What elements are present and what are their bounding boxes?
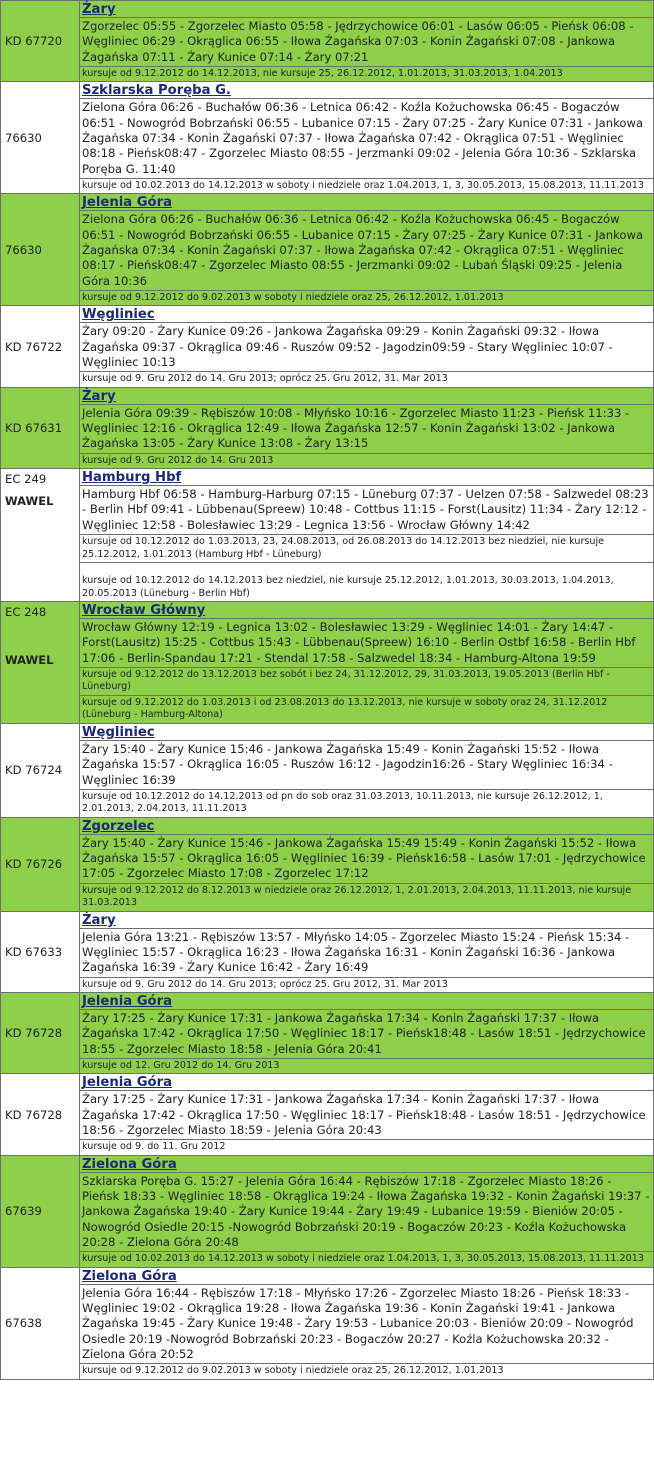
destination[interactable]: Jelenia Góra bbox=[80, 194, 653, 211]
train-number: 76630 bbox=[1, 82, 80, 194]
schedule-note: kursuje od 9.12.2012 do 9.02.2013 w soboty i niedziele oraz 25, 26.12.2012, 1.01.2013 bbox=[82, 1365, 504, 1377]
schedule-note: kursuje od 10.02.2013 do 14.12.2013 w soboty i niedziele oraz 1.04.2013, 1, 3, 30.05.2013, 15.08.2013, 11.11.2013 bbox=[82, 179, 644, 191]
train-info bbox=[80, 306, 654, 387]
route-stops: Żary 17:25 - Żary Kunice 17:31 - Jankowa Żagańska 17:34 - Konin Żagański 17:37 - Iłowa Żagańska 17:42 - Okrąglica 17:50 - Węgliniec 18:17 - Pieńsk18:48 - Lasów 18:51 - Jędrzychowice 18:55 - Zgorzelec Miasto 18:58 - Jelenia Góra 20:41 bbox=[80, 1010, 653, 1059]
train-info bbox=[80, 82, 654, 194]
train-number bbox=[1, 602, 80, 724]
schedule-note: kursuje od 9. do 11. Gru 2012 bbox=[82, 1141, 226, 1153]
route-stops: Zgorzelec 05:55 - Zgorzelec Miasto 05:58 - Jędrzychowice 06:01 - Lasów 06:05 - Pieńsk 06:08 - Węgliniec 06:29 - Okrąglica 06:55 - Iłowa Żagańska 07:03 - Konin Żagański 07:08 - Jankowa Żagańska 07:11 - Żary Kunice 07:14 - Żary 07:21 bbox=[80, 18, 653, 67]
train-info bbox=[80, 1, 654, 82]
train-row bbox=[1, 911, 654, 992]
train-row bbox=[1, 1155, 654, 1267]
destination[interactable]: Żary bbox=[80, 912, 653, 929]
schedule-note: kursuje od 9.12.2012 do 1.03.2013 i od 23.08.2013 do 13.12.2013, nie kursuje w soboty oraz 24, 31.12.2012 (Lüneburg - Hamburg-Altona) bbox=[80, 695, 653, 723]
route-stops: Żary 15:40 - Żary Kunice 15:46 - Jankowa Żagańska 15:49 - Konin Żagański 15:52 - Iłowa Żagańska 15:57 - Okrąglica 16:05 - Ruszów 16:12 - Jagodzin16:26 - Stary Węgliniec 16:34 - Węgliniec 16:39 bbox=[80, 741, 653, 790]
train-info bbox=[80, 469, 654, 602]
train-info bbox=[80, 387, 654, 468]
destination[interactable]: Zielona Góra bbox=[80, 1268, 653, 1285]
train-row bbox=[1, 82, 654, 194]
route-stops: Zielona Góra 06:26 - Buchałów 06:36 - Letnica 06:42 - Koźla Kożuchowska 06:45 - Bogaczów 06:51 - Nowogród Bobrzański 06:55 - Lubanice 07:15 - Żary 07:25 - Żary Kunice 07:31 - Jankowa Żagańska 07:34 - Konin Żagański 07:37 - Iłowa Żagańska 07:42 - Okrąglica 07:51 - Węgliniec 08:18 - Pieńsk08:47 - Zgorzelec Miasto 08:55 - Jerzmanki 09:02 - Jelenia Góra 10:36 - Szklarska Poręba G. 11:40 bbox=[80, 99, 653, 178]
destination[interactable]: Hamburg Hbf bbox=[80, 469, 653, 486]
train-row bbox=[1, 817, 654, 911]
route-stops: Żary 09:20 - Żary Kunice 09:26 - Jankowa Żagańska 09:29 - Konin Żagański 09:32 - Iłowa Żagańska 09:37 - Okrąglica 09:46 - Ruszów 09:52 - Jagodzin09:59 - Stary Węgliniec 10:07 - Węgliniec 10:13 bbox=[80, 323, 653, 372]
route-stops: Szklarska Poręba G. 15:27 - Jelenia Góra 16:44 - Rębiszów 17:18 - Zgorzelec Miasto 18:26 - Pieńsk 18:33 - Węgliniec 18:58 - Okrąglica 19:24 - Iłowa Żagańska 19:32 - Konin Żagański 19:37 - Jankowa Żagańska 19:40 - Żary Kunice 19:44 - Żary 19:49 - Lubanice 19:59 - Bieniów 20:05 - Nowogród Osiedle 20:15 -Nowogród Bobrzański 20:19 - Bogaczów 20:23 - Koźla Kożuchowska 20:28 - Zielona Góra 20:48 bbox=[80, 1173, 653, 1252]
train-number-code: EC 248 bbox=[5, 605, 47, 620]
train-info bbox=[80, 993, 654, 1074]
train-row bbox=[1, 723, 654, 817]
destination[interactable]: Zgorzelec bbox=[80, 818, 653, 835]
train-number: KD 67720 bbox=[1, 1, 80, 82]
train-row bbox=[1, 1267, 654, 1379]
train-info bbox=[80, 1155, 654, 1267]
schedule-note: kursuje od 10.02.2013 do 14.12.2013 w soboty i niedziele oraz 1.04.2013, 1, 3, 30.05.2013, 15.08.2013, 11.11.2013 bbox=[82, 1253, 644, 1265]
train-info bbox=[80, 194, 654, 306]
train-name: WAWEL bbox=[5, 653, 54, 668]
train-number: KD 76728 bbox=[1, 993, 80, 1074]
destination[interactable]: Węgliniec bbox=[80, 306, 653, 323]
route-stops: Żary 15:40 - Żary Kunice 15:46 - Jankowa Żagańska 15:49 15:49 - Konin Żagański 15:52 - Iłowa Żagańska 15:57 - Okrąglica 16:05 - Węgliniec 16:39 - Pieńsk16:58 - Lasów 17:01 - Jędrzychowice 17:05 - Zgorzelec Miasto 17:08 - Zgorzelec 17:12 bbox=[80, 835, 653, 884]
schedule-note: kursuje od 9.12.2012 do 9.02.2013 w soboty i niedziele oraz 25, 26.12.2012, 1.01.2013 bbox=[82, 291, 504, 303]
schedule-note: kursuje od 12. Gru 2012 do 14. Gru 2013 bbox=[82, 1059, 280, 1071]
route-stops: Żary 17:25 - Żary Kunice 17:31 - Jankowa Żagańska 17:34 - Konin Żagański 17:37 - Iłowa Żagańska 17:42 - Okrąglica 17:50 - Węgliniec 18:17 - Pieńsk18:48 - Lasów 18:51 - Jędrzychowice 18:56 - Zgorzelec Miasto 18:59 - Jelenia Góra 20:43 bbox=[80, 1091, 653, 1140]
train-number bbox=[1, 469, 80, 602]
destination[interactable]: Zielona Góra bbox=[80, 1156, 653, 1173]
destination[interactable]: Żary bbox=[80, 1, 653, 18]
destination[interactable]: Wrocław Główny bbox=[80, 602, 653, 619]
train-number: 67639 bbox=[1, 1155, 80, 1267]
destination[interactable]: Jelenia Góra bbox=[80, 993, 653, 1010]
train-number: 67638 bbox=[1, 1267, 80, 1379]
schedule-note: kursuje od 10.12.2012 do 14.12.2013 bez niedziel, nie kursuje 25.12.2012, 1.01.2013, 30.03.2013, 1.04.2013, 20.05.2013 (Lüneburg - Berlin Hbf) bbox=[80, 562, 653, 601]
train-row bbox=[1, 194, 654, 306]
schedule-note: kursuje od 10.12.2012 do 1.03.2013, 23, 24.08.2013, od 26.08.2013 do 14.12.2013 bez niedziel, nie kursuje 25.12.2012, 1.01.2013 (Hamburg Hbf - Lüneburg) bbox=[82, 536, 605, 560]
route-stops: Zielona Góra 06:26 - Buchałów 06:36 - Letnica 06:42 - Koźla Kożuchowska 06:45 - Bogaczów 06:51 - Nowogród Bobrzański 06:55 - Lubanice 07:15 - Żary 07:25 - Żary Kunice 07:31 - Jankowa Żagańska 07:34 - Konin Żagański 07:37 - Iłowa Żagańska 07:42 - Okrąglica 07:51 - Węgliniec 08:17 - Pieńsk08:47 - Zgorzelec Miasto 08:55 - Jerzmanki 09:02 - Lubań Śląski 09:25 - Jelenia Góra 10:36 bbox=[80, 211, 653, 290]
train-row bbox=[1, 993, 654, 1074]
train-number: KD 76722 bbox=[1, 306, 80, 387]
schedule-note: kursuje od 9. Gru 2012 do 14. Gru 2013 bbox=[82, 454, 274, 466]
train-info bbox=[80, 817, 654, 911]
destination[interactable]: Żary bbox=[80, 388, 653, 405]
train-number: 76630 bbox=[1, 194, 80, 306]
schedule-note: kursuje od 9.12.2012 do 13.12.2013 bez sobót i bez 24, 31.12.2012, 29, 31.03.2013, 19.05.2013 (Berlin Hbf - Lüneburg) bbox=[82, 668, 610, 693]
route-stops: Jelenia Góra 09:39 - Rębiszów 10:08 - Młyńsko 10:16 - Zgorzelec Miasto 11:23 - Pieńsk 11:33 - Węgliniec 12:16 - Okrąglica 12:49 - Iłowa Żagańska 12:57 - Konin Żagański 13:02 - Jankowa Żagańska 13:05 - Żary Kunice 13:08 - Żary 13:15 bbox=[80, 405, 653, 454]
train-row bbox=[1, 469, 654, 602]
train-info bbox=[80, 602, 654, 724]
train-row bbox=[1, 387, 654, 468]
train-info bbox=[80, 1074, 654, 1155]
train-name: WAWEL bbox=[5, 494, 54, 509]
route-stops: Hamburg Hbf 06:58 - Hamburg-Harburg 07:15 - Lüneburg 07:37 - Uelzen 07:58 - Salzwedel 08:23 - Berlin Hbf 09:41 - Lübbenau(Spreew) 10:48 - Cottbus 11:15 - Forst(Lausitz) 11:34 - Żary 12:12 - Węgliniec 12:58 - Bolesławiec 13:29 - Legnica 13:56 - Wrocław Główny 14:42 bbox=[80, 486, 653, 535]
train-number: KD 67633 bbox=[1, 911, 80, 992]
schedule-note: kursuje od 9.12.2012 do 14.12.2013, nie kursuje 25, 26.12.2012, 1.01.2013, 31.03.2013, 1.04.2013 bbox=[82, 67, 563, 79]
train-row bbox=[1, 1074, 654, 1155]
route-stops: Jelenia Góra 13:21 - Rębiszów 13:57 - Młyńsko 14:05 - Zgorzelec Miasto 15:24 - Pieńsk 15:34 - Węgliniec 15:57 - Okrąglica 16:23 - Iłowa Żagańska 16:31 - Konin Żagański 16:36 - Jankowa Żagańska 16:39 - Żary Kunice 16:42 - Żary 16:49 bbox=[80, 929, 653, 978]
train-number: KD 67631 bbox=[1, 387, 80, 468]
train-number-code: EC 249 bbox=[5, 472, 47, 487]
route-stops: Jelenia Góra 16:44 - Rębiszów 17:18 - Młyńsko 17:26 - Zgorzelec Miasto 18:26 - Pieńsk 18:33 - Węgliniec 19:02 - Okrąglica 19:28 - Iłowa Żagańska 19:36 - Konin Żagański 19:41 - Jankowa Żagańska 19:45 - Żary Kunice 19:48 - Żary 19:53 - Lubanice 20:03 - Bieniów 20:09 - Nowogród Osiedle 20:19 -Nowogród Bobrzański 20:23 - Bogaczów 20:27 - Koźla Kożuchowska 20:32 - Zielona Góra 20:52 bbox=[80, 1285, 653, 1364]
route-stops: Wrocław Główny 12:19 - Legnica 13:02 - Bolesławiec 13:29 - Węgliniec 14:01 - Żary 14:47 - Forst(Lausitz) 15:25 - Cottbus 15:43 - Lübbenau(Spreew) 16:10 - Berlin Ostbf 16:58 - Berlin Hbf 17:06 - Berlin-Spandau 17:21 - Stendal 17:58 - Salzwedel 18:34 - Hamburg-Altona 19:59 bbox=[80, 619, 653, 668]
schedule-note: kursuje od 9. Gru 2012 do 14. Gru 2013; oprócz 25. Gru 2012, 31. Mar 2013 bbox=[82, 373, 448, 385]
train-info bbox=[80, 1267, 654, 1379]
train-row bbox=[1, 1, 654, 82]
destination[interactable]: Szklarska Poręba G. bbox=[80, 82, 653, 99]
train-row bbox=[1, 306, 654, 387]
train-info bbox=[80, 911, 654, 992]
schedule-note: kursuje od 9.12.2012 do 8.12.2013 w niedziele oraz 26.12.2012, 1, 2.01.2013, 2.04.2013, 11.11.2013, nie kursuje 31.03.2013 bbox=[82, 884, 632, 909]
train-number: KD 76724 bbox=[1, 723, 80, 817]
schedule-note: kursuje od 10.12.2012 do 14.12.2013 od pn do sob oraz 31.03.2013, 10.11.2013, nie kursuje 26.12.2012, 1, 2.01.2013, 2.04.2013, 11.11.2013 bbox=[82, 790, 603, 815]
destination[interactable]: Jelenia Góra bbox=[80, 1074, 653, 1091]
destination[interactable]: Węgliniec bbox=[80, 724, 653, 741]
schedule-note: kursuje od 9. Gru 2012 do 14. Gru 2013; oprócz 25. Gru 2012, 31. Mar 2013 bbox=[82, 978, 448, 990]
train-info bbox=[80, 723, 654, 817]
train-number: KD 76728 bbox=[1, 1074, 80, 1155]
train-number: KD 76726 bbox=[1, 817, 80, 911]
train-row bbox=[1, 602, 654, 724]
